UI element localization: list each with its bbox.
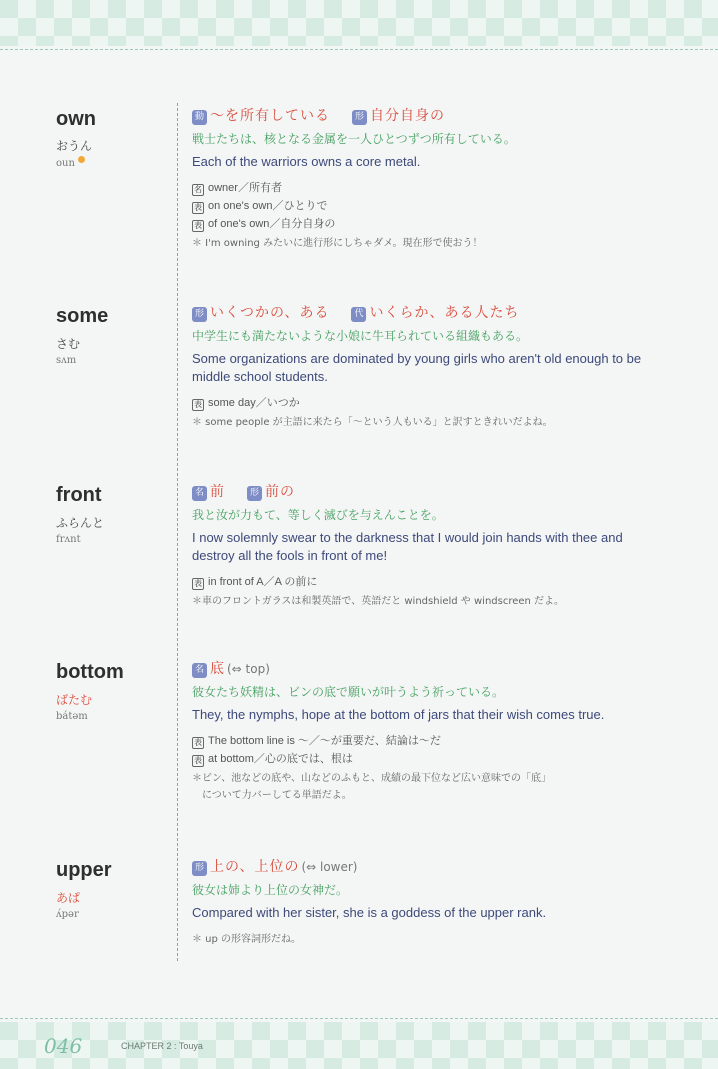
antonym: (⇔ lower) <box>301 860 358 874</box>
related-tag: 名 <box>194 185 202 194</box>
example-japanese: 彼女たち妖精は、ビンの底で願いが叶うよう祈っている。 <box>192 685 505 699</box>
headword-block <box>56 483 171 546</box>
pos-tag: 形 <box>352 110 367 125</box>
example-english: They, the nymphs, hope at the bottom of jars that their wish comes true. <box>192 707 605 722</box>
pronunciation: ʌ́pər <box>56 909 79 920</box>
example-english: Some organizations are dominated by young girls who aren't old enough to be middle school students. <box>192 351 642 384</box>
related-text: owner／所有者 <box>208 182 282 194</box>
kana-reading: ふらんと <box>56 516 105 530</box>
related-tag: 表 <box>194 221 202 230</box>
related-text: in front of A／A の前に <box>208 576 318 588</box>
headword: upper <box>56 859 112 881</box>
headword: own <box>56 108 96 130</box>
part-of-speech-line <box>192 304 662 322</box>
pos-tag: 代 <box>351 307 366 322</box>
definition-block <box>192 107 662 251</box>
definition-block <box>192 858 662 947</box>
pos-tag: 動 <box>192 110 207 125</box>
example-japanese: 戦士たちは、核となる金属を一人ひとつずつ所有している。 <box>192 132 516 146</box>
top-stitch-line <box>0 49 718 50</box>
pos-meaning: いくつかの、ある <box>210 305 330 321</box>
example-english: Each of the warriors owns a core metal. <box>192 154 421 169</box>
definition-block <box>192 304 662 430</box>
pos-tag: 形 <box>192 861 207 876</box>
related-item <box>192 394 662 412</box>
usage-note: ＊車のフロントガラスは和製英語で、英語だと windshield や windscreen だよ。 <box>192 596 565 607</box>
pos-meaning: 〜を所有している <box>210 108 330 124</box>
star-icon <box>78 156 85 163</box>
definition-block <box>192 483 662 609</box>
pronunciation-text: oun <box>56 158 75 169</box>
pronunciation: bátəm <box>56 711 88 722</box>
related-item <box>192 215 662 233</box>
related-tag: 表 <box>194 203 202 212</box>
pronunciation: sʌm <box>56 355 77 366</box>
related-item <box>192 750 662 768</box>
example-japanese: 我と汝が力もて、等しく滅びを与えんことを。 <box>192 508 444 522</box>
related-list <box>192 732 662 768</box>
related-text: on one's own／ひとりで <box>208 200 328 212</box>
related-text: The bottom line is 〜／〜が重要だ、結論は〜だ <box>208 735 441 747</box>
usage-note: ＊ some people が主語に来たら「〜という人もいる」と訳すときれいだよね。 <box>192 417 553 428</box>
related-item <box>192 573 662 591</box>
headword: front <box>56 484 102 506</box>
pos-tag: 形 <box>247 486 262 501</box>
related-text: at bottom／心の底では、根は <box>208 753 353 765</box>
pos-tag: 名 <box>192 663 207 678</box>
column-divider <box>177 103 178 961</box>
related-text: some day／いつか <box>208 397 300 409</box>
top-pattern-band <box>0 0 718 46</box>
related-tag: 表 <box>194 756 202 765</box>
kana-reading: さむ <box>56 337 81 351</box>
headword-block <box>56 858 171 921</box>
pos-meaning: 前の <box>265 484 295 500</box>
antonym: (⇔ top) <box>227 662 270 676</box>
part-of-speech-line <box>192 107 662 125</box>
example-japanese: 中学生にも満たないような小娘に牛耳られている組織もある。 <box>192 329 529 343</box>
pos-tag: 形 <box>192 307 207 322</box>
kana-reading: あぱ <box>56 891 81 905</box>
related-tag: 表 <box>194 400 202 409</box>
related-list <box>192 573 662 591</box>
pronunciation: frʌnt <box>56 534 81 545</box>
related-tag: 表 <box>194 579 202 588</box>
bottom-stitch-line <box>0 1018 718 1019</box>
part-of-speech-line <box>192 858 662 876</box>
related-text: of one's own／自分自身の <box>208 218 336 230</box>
related-item <box>192 197 662 215</box>
definition-block <box>192 660 662 803</box>
kana-reading: ばたむ <box>56 693 93 707</box>
related-item <box>192 179 662 197</box>
headword-block <box>56 107 171 170</box>
kana-reading: おうん <box>56 139 93 153</box>
usage-note-continued: について力バーしてる単語だよ。 <box>202 790 352 801</box>
example-english: I now solemnly swear to the darkness that I would join hands with thee and destroy all the fools in front of me! <box>192 530 623 563</box>
headword: some <box>56 305 109 327</box>
pos-meaning: いくらか、ある人たち <box>369 305 520 321</box>
headword: bottom <box>56 661 124 683</box>
usage-note: ＊ I'm owning みたいに進行形にしちゃダメ。現在形で使おう！ <box>192 238 483 249</box>
headword-block <box>56 304 171 367</box>
usage-note: ＊ビン、池などの底や、山などのふもと、成績の最下位など広い意味での「底」 <box>192 773 551 784</box>
part-of-speech-line <box>192 660 662 678</box>
page-number: 046 <box>44 1034 83 1058</box>
bottom-pattern-band <box>0 1022 718 1069</box>
pos-meaning: 自分自身の <box>370 108 445 124</box>
pos-meaning: 上の、上位の <box>210 859 300 875</box>
related-tag: 表 <box>194 738 202 747</box>
related-list <box>192 394 662 412</box>
pos-meaning: 底 <box>210 661 225 677</box>
example-english: Compared with her sister, she is a goddess of the upper rank. <box>192 905 547 920</box>
pronunciation <box>56 156 171 170</box>
related-item <box>192 732 662 750</box>
related-list <box>192 179 662 233</box>
pos-tag: 名 <box>192 486 207 501</box>
example-japanese: 彼女は姉より上位の女神だ。 <box>192 883 349 897</box>
headword-block <box>56 660 171 723</box>
usage-note: ＊ up の形容詞形だね。 <box>192 934 302 945</box>
pos-meaning: 前 <box>210 484 225 500</box>
chapter-label: CHAPTER 2 : Touya <box>121 1041 203 1051</box>
part-of-speech-line <box>192 483 662 501</box>
